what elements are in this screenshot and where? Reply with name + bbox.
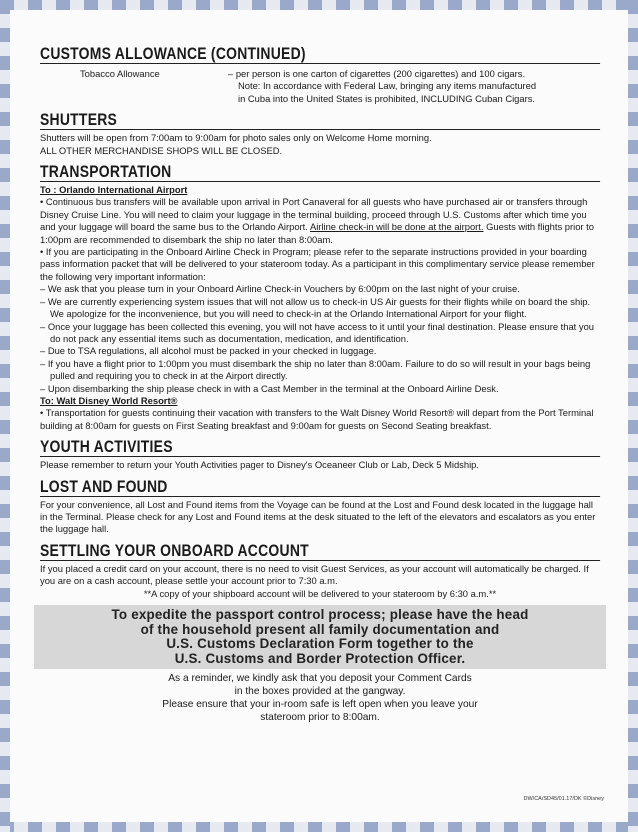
tobacco-text — [228, 68, 600, 105]
lost-found-text: For your convenience, all Lost and Found items from the Voyage can be found at the Lost and Found desk located in the luggage hall in the Terminal. Please check for any Lost and Found items at the desk situated to the left of the elevators and escalators as you enter the luggage hall. — [40, 498, 596, 535]
bus-transfer-text: • Continuous bus transfers will be available upon arrival in Port Canaveral for all guests who have purchased air or transfers through Disney Cruise Line. You will need to claim your luggage in the terminal building, proceed through U.S. Customs after which time you and your luggage will board the same bus to the Orlando Airport. — [40, 196, 588, 233]
shutters-line-1: Shutters will be open from 7:00am to 9:00am for photo sales only on Welcome Home morning. — [40, 132, 432, 144]
list-item: – Once your luggage has been collected this evening, you will not have access to it until your final destination. Please ensure that you do not pack any essential items such as documentation, medication, and identification. — [40, 321, 600, 346]
banner-line-4: U.S. Customs and Border Protection Officer. — [174, 650, 466, 666]
youth-text: Please remember to return your Youth Activities pager to Disney's Oceaneer Club or Lab, Deck 5 Midship. — [40, 459, 479, 471]
reminder-line-4: stateroom prior to 8:00am. — [260, 711, 380, 723]
banner-line-2: of the household present all family documentation and — [140, 621, 500, 637]
checkin-instructions-list — [40, 283, 600, 395]
airport-subheading: To : Orlando International Airport — [40, 184, 188, 196]
page-border-bottom — [0, 822, 638, 832]
customs-section — [40, 44, 600, 105]
tobacco-line-1: – per person is one carton of cigarettes (200 cigarettes) and 100 cigars. — [228, 68, 526, 79]
page-border-right — [628, 0, 638, 832]
customs-title: CUSTOMS ALLOWANCE (CONTINUED) — [40, 44, 600, 64]
tobacco-line-3: in Cuba into the United States is prohibited, INCLUDING Cuban Cigars. — [238, 92, 536, 104]
transportation-title: TRANSPORTATION — [40, 162, 600, 182]
shutters-title: SHUTTERS — [40, 110, 600, 130]
reminder-line-1: As a reminder, we kindly ask that you deposit your Comment Cards — [168, 673, 472, 685]
account-section — [40, 541, 600, 600]
lost-found-title: LOST AND FOUND — [40, 477, 600, 497]
account-copy-note: **A copy of your shipboard account will be delivered to your stateroom by 6:30 a.m.** — [143, 587, 497, 599]
shutters-line-2: ALL OTHER MERCHANDISE SHOPS WILL BE CLOSED. — [40, 144, 283, 156]
youth-title: YOUTH ACTIVITIES — [40, 437, 600, 457]
page-border-left — [0, 0, 10, 832]
wdw-transport-paragraph: • Transportation for guests continuing their vacation with transfers to the Walt Disney World Resort® will depart from the Port Terminal building at 8:00am for guests on First Seating breakfast and 9:00am for guests on Second Seating breakfast. — [40, 407, 594, 431]
document-body — [40, 44, 600, 725]
footer-code: DW/CA/SD45/01.17/DK ©Disney — [523, 796, 604, 802]
banner-line-3: U.S. Customs Declaration Form together to the — [166, 636, 474, 652]
youth-section — [40, 437, 600, 471]
list-item: – If you have a flight prior to 1:00pm you must disembark the ship no later than 8:00am. Failure to do so will result in your bags being pulled and requiring you to check in at the Airport directly. — [40, 358, 600, 383]
shutters-section — [40, 110, 600, 157]
check-in-note: Airline check-in will be done at the airport. — [309, 221, 484, 233]
page-border-top — [0, 0, 638, 10]
list-item: – Upon disembarking the ship please check in with a Cast Member in the terminal at the Onboard Airline Desk. — [40, 383, 600, 395]
account-text: If you placed a credit card on your account, there is no need to visit Guest Services, as your account will automatically be charged. If you are on a cash account, please settle your account prior to 7:30 a.m. — [40, 562, 589, 587]
lost-found-section — [40, 477, 600, 536]
account-title: SETTLING YOUR ONBOARD ACCOUNT — [40, 541, 600, 561]
reminder-block — [40, 673, 600, 724]
transportation-section — [40, 162, 600, 432]
list-item: – We are currently experiencing system issues that will not allow us to check-in US Air guests for their flights while on board the ship. We apologize for the inconvenience, but you will need to check-in at the Orlando International Airport for your flight. — [40, 296, 600, 321]
tobacco-label: Tobacco Allowance — [80, 68, 160, 79]
list-item: – We ask that you please turn in your Onboard Airline Check-in Vouchers by 6:00pm on the last night of your cruise. — [40, 283, 600, 295]
bus-transfer-paragraph — [40, 196, 600, 246]
wdw-subheading: To: Walt Disney World Resort® — [40, 394, 178, 406]
list-item: – Due to TSA regulations, all alcohol must be packed in your checked in luggage. — [40, 345, 600, 357]
passport-banner — [34, 605, 606, 669]
tobacco-line-2: Note: In accordance with Federal Law, bringing any items manufactured — [238, 80, 537, 92]
reminder-line-2: in the boxes provided at the gangway. — [234, 686, 406, 698]
flight-note: Guests with flights prior to 1:00pm are recommended to disembark the ship no later than 8:00am. — [40, 221, 594, 245]
reminder-line-3: Please ensure that your in-room safe is left open when you leave your — [162, 698, 478, 710]
banner-line-1: To expedite the passport control process; please have the head — [111, 607, 529, 622]
onboard-checkin-paragraph: • If you are participating in the Onboard Airline Check in Program; please refer to the separate instructions provided in your boarding pass information packet that will be delivered to your stateroom today. As a participant in this complimentary service please remember the following very important information: — [40, 246, 595, 282]
tobacco-allowance — [40, 68, 600, 105]
